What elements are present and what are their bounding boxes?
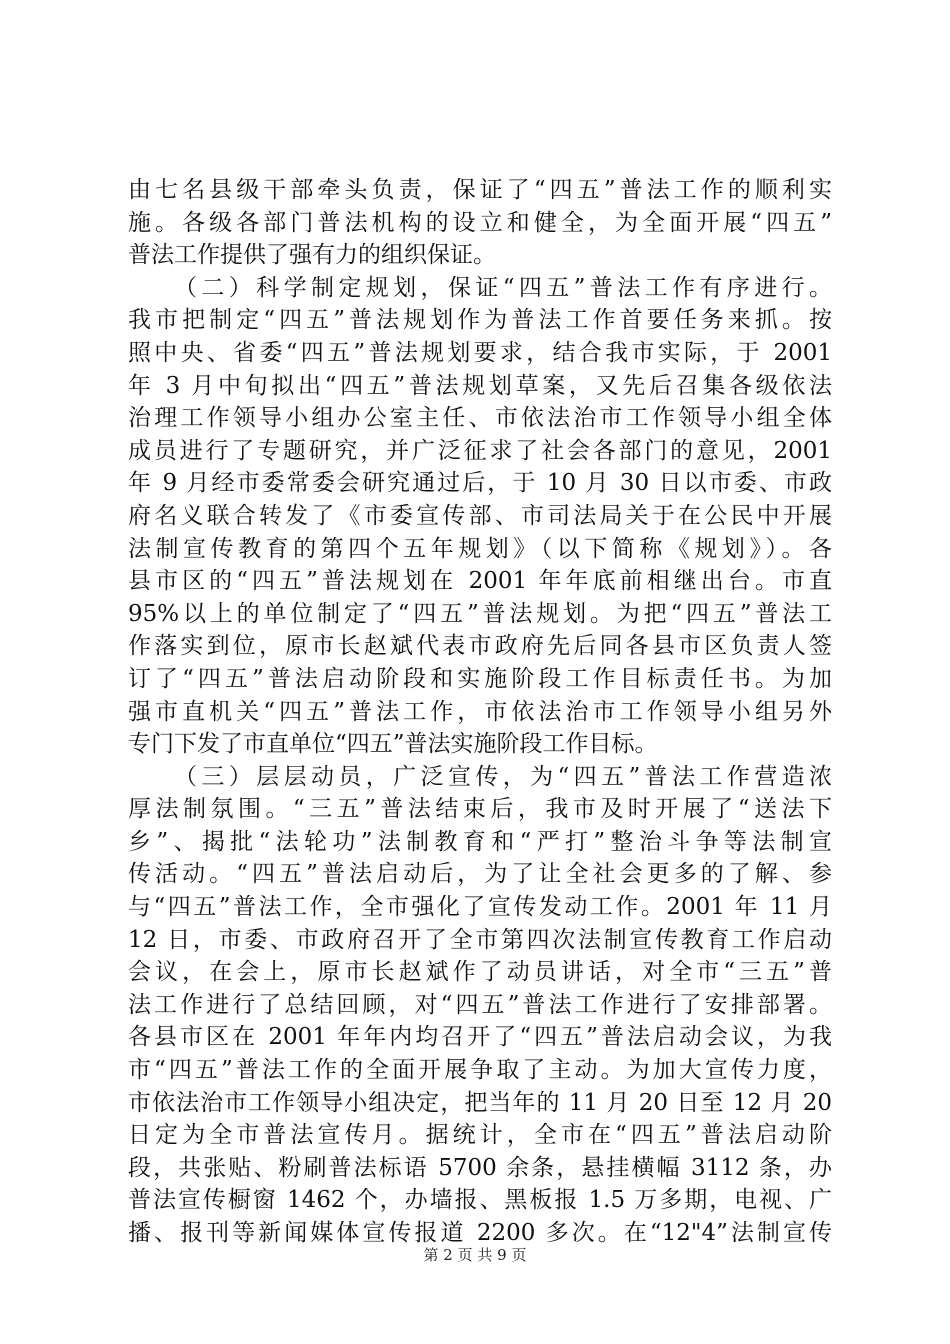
text-line: 强市直机关“四五”普法工作，市依法治市工作领导小组另外 [128, 698, 832, 725]
text-line: 治理工作领导小组办公室主任、市依法治市工作领导小组全体 [128, 405, 832, 432]
text-line: 会议，在会上，原市长赵斌作了动员讲话，对全市“三五”普 [128, 959, 832, 986]
text-line: 照中央、省委“四五”普法规划要求，结合我市实际，于 2001 [128, 339, 832, 366]
text-line: 厚法制氛围。“三五”普法结束后，我市及时开展了“送法下 [128, 796, 832, 823]
text-line: 施。各级各部门普法机构的设立和健全，为全面开展“四五” [128, 209, 832, 236]
text-line: 成员进行了专题研究，并广泛征求了社会各部门的意见，2001 [128, 437, 832, 464]
text-line: 法制宣传教育的第四个五年规划》（以下简称《规划》）。各 [128, 535, 832, 562]
text-line: 订了“四五”普法启动阶段和实施阶段工作目标责任书。为加 [128, 665, 832, 692]
text-line: 由七名县级干部牵头负责，保证了“四五”普法工作的顺利实 [128, 177, 832, 203]
text-line: 95%以上的单位制定了“四五”普法规划。为把“四五”普法工 [128, 600, 832, 627]
text-line: 各县市区在 2001 年年内均召开了“四五”普法启动会议，为我 [128, 1024, 832, 1051]
document-body [128, 174, 832, 1250]
text-line: 作落实到位，原市长赵斌代表市政府先后同各县市区负责人签 [128, 633, 832, 660]
text-line: 县市区的“四五”普法规划在 2001 年年底前相继出台。市直 [128, 568, 832, 595]
text-line: 专门下发了市直单位“四五”普法实施阶段工作目标。 [128, 731, 658, 758]
text-line: 播、报刊等新闻媒体宣传报道 2200 多次。在“12"4”法制宣传 [128, 1220, 832, 1246]
text-line: 市依法治市工作领导小组决定，把当年的 11 月 20 日至 12 月 20 [128, 1089, 832, 1116]
text-line: 府名义联合转发了《市委宣传部、市司法局关于在公民中开展 [128, 502, 832, 529]
text-line: 段，共张贴、粉刷普法标语 5700 余条，悬挂横幅 3112 条，办 [128, 1154, 832, 1181]
text-line: 年 3 月中旬拟出“四五”普法规划草案，又先后召集各级依法 [128, 372, 832, 399]
text-line: 年 9 月经市委常委会研究通过后，于 10 月 30 日以市委、市政 [128, 470, 832, 497]
text-line: 乡”、揭批“法轮功”法制教育和“严打”整治斗争等法制宣 [128, 828, 832, 855]
text-line: 普法宣传橱窗 1462 个，办墙报、黑板报 1.5 万多期，电视、广 [128, 1187, 832, 1214]
text-line: 我市把制定“四五”普法规划作为普法工作首要任务来抓。按 [128, 307, 832, 334]
section-heading-line: （三）层层动员，广泛宣传，为“四五”普法工作营造浓 [174, 763, 832, 790]
text-line: 法工作进行了总结回顾，对“四五”普法工作进行了安排部署。 [128, 991, 832, 1018]
page-number-footer: 第 2 页 共 9 页 [423, 1246, 527, 1264]
text-line: 12 日，市委、市政府召开了全市第四次法制宣传教育工作启动 [128, 926, 832, 953]
text-line: 市“四五”普法工作的全面开展争取了主动。为加大宣传力度， [128, 1057, 832, 1084]
text-line: 与“四五”普法工作，全市强化了宣传发动工作。2001 年 11 月 [128, 894, 832, 921]
text-line: 日定为全市普法宣传月。据统计，全市在“四五”普法启动阶 [128, 1122, 832, 1149]
text-line: 普法工作提供了强有力的组织保证。 [128, 242, 496, 269]
section-heading-line: （二）科学制定规划，保证“四五”普法工作有序进行。 [174, 274, 832, 301]
text-line: 传活动。“四五”普法启动后，为了让全社会更多的了解、参 [128, 861, 832, 888]
